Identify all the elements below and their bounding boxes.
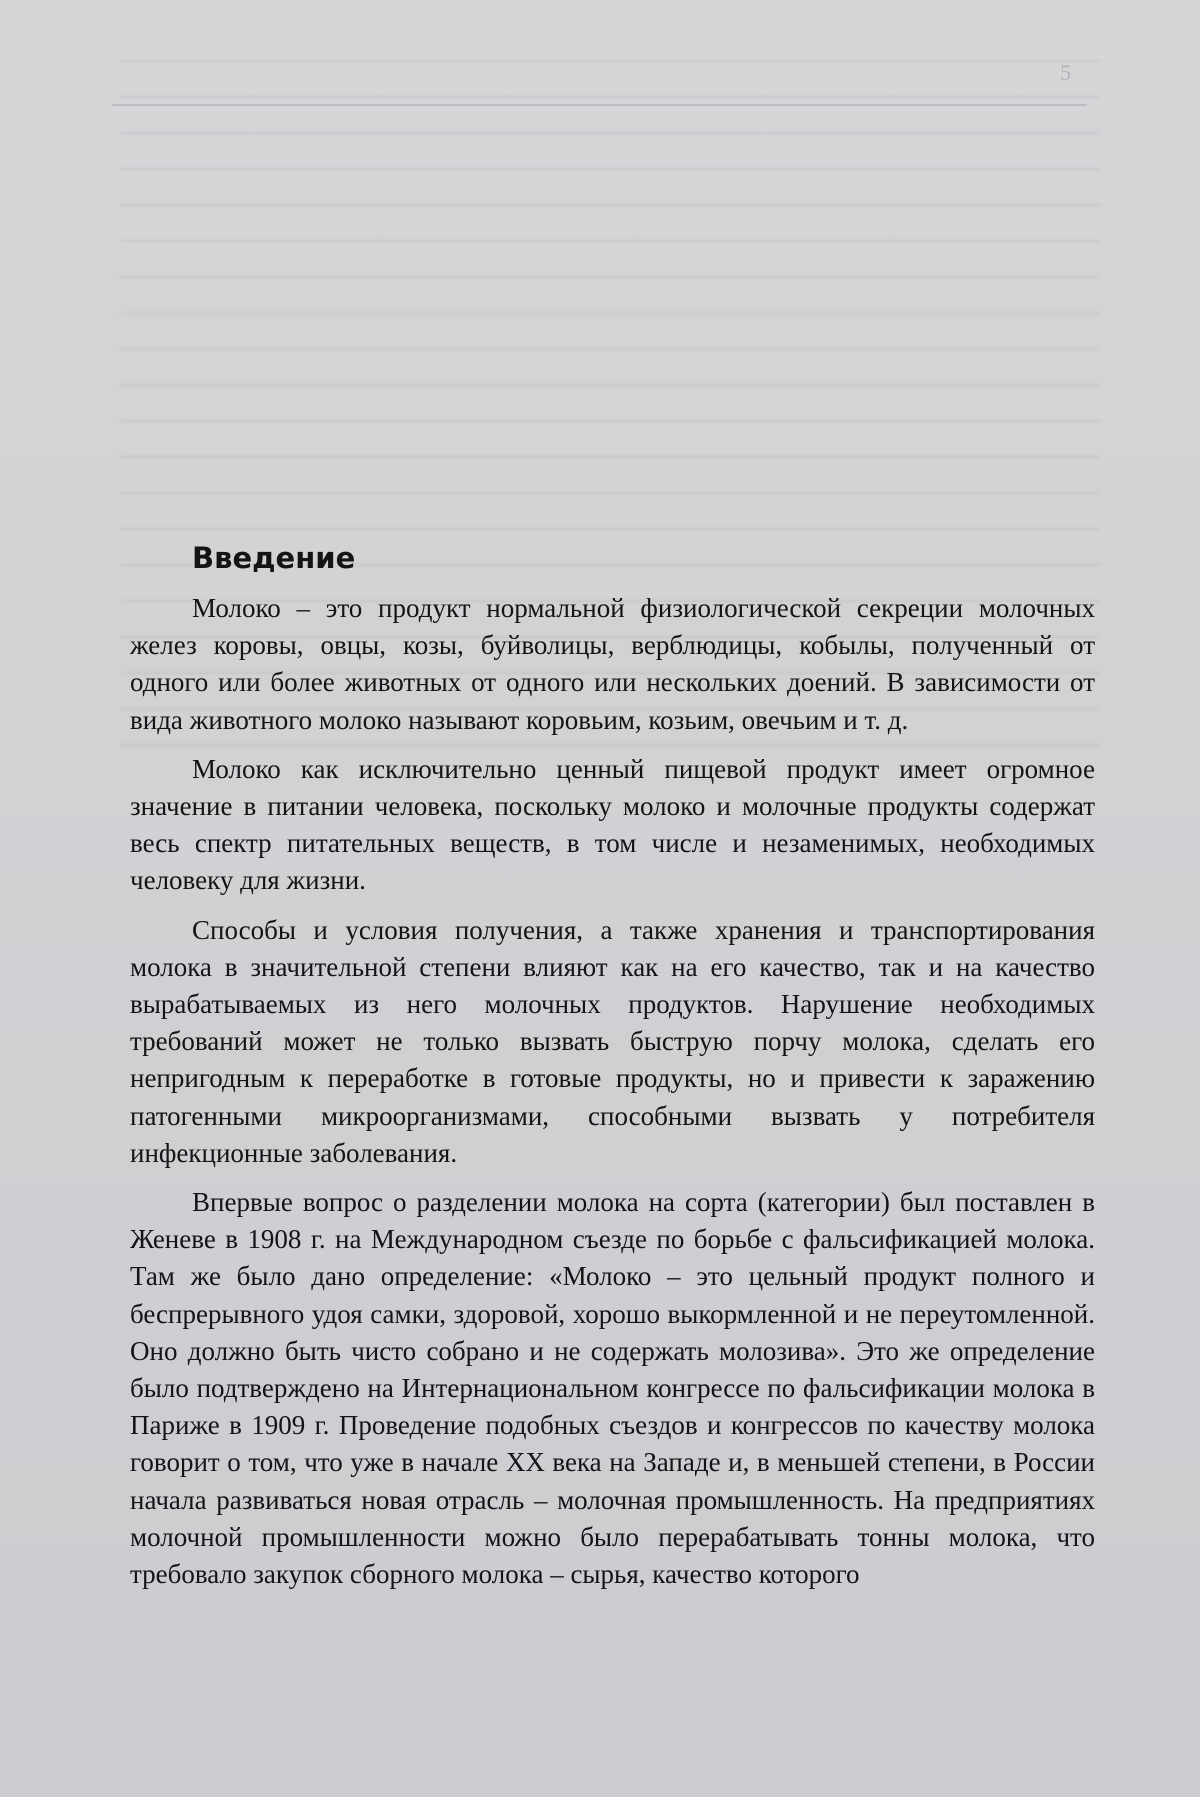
- paragraph: Молоко – это продукт нормальной физиологической секреции молочных желез коровы, овцы, козы, буйволицы, верблюдицы, кобылы, полученный от одного или более животных от одного или нескольких доений. В зависимости от вида животного молоко называют коровьим, козьим, овечьим и т. д.: [130, 590, 1095, 739]
- document-page: [0, 0, 1200, 1797]
- paragraph: Способы и условия получения, а также хранения и транспортирования молока в значительной степени влияют как на его качество, так и на качество вырабатываемых из него молочных продуктов. Нарушение необходимых требований может не только вызвать быструю порчу молока, сделать его непригодным к переработке в готовые продукты, но и привести к заражению патогенными микроорганизмами, способными вызвать у потребителя инфекционные заболевания.: [130, 912, 1095, 1172]
- paragraph: Молоко как исключительно ценный пищевой продукт имеет огромное значение в питании человека, поскольку молоко и молочные продукты содержат весь спектр питательных веществ, в том числе и незаменимых, необходимых человеку для жизни.: [130, 751, 1095, 900]
- paragraph: Впервые вопрос о разделении молока на сорта (категории) был поставлен в Женеве в 1908 г. на Международном съезде по борьбе с фальсификацией молока. Там же было дано определение: «Молоко – это цельный продукт полного и беспрерывного удоя самки, здоровой, хорошо выкормленной и не переутомленной. Оно должно быть чисто собрано и не содержать молозива». Это же определение было подтверждено на Интернациональном конгрессе по фальсификации молока в Париже в 1909 г. Проведение подобных съездов и конгрессов по качеству молока говорит о том, что уже в начале XX века на Западе и, в меньшей степени, в России начала развиваться новая отрасль – молочная промышленность. На предприятиях молочной промышленности можно было перерабатывать тонны молока, что требовало закупок сборного молока – сырья, качество которого: [130, 1184, 1095, 1593]
- section-title: Введение: [192, 540, 1095, 576]
- section-body: [130, 540, 1095, 1593]
- running-header-rule: [112, 104, 1087, 106]
- page-number: 5: [1060, 60, 1071, 86]
